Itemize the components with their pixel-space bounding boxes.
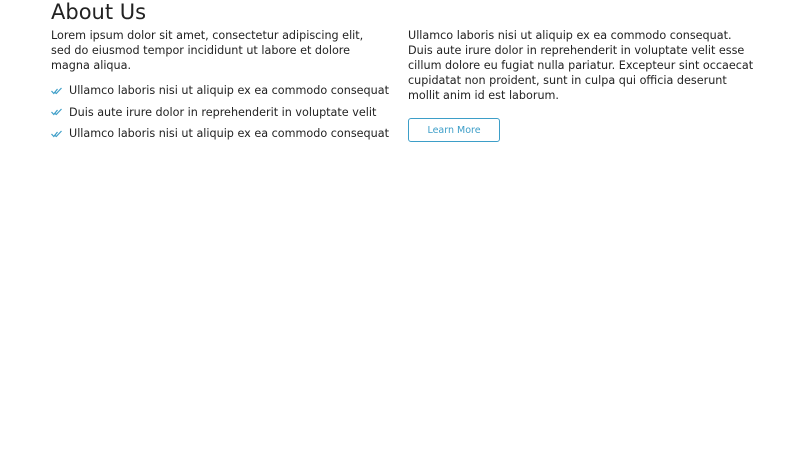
right-column (408, 28, 758, 136)
intro-paragraph: Lorem ipsum dolor sit amet, consectetur adipiscing elit, sed do eiusmod tempor incididunt ut labore et dolore magna aliqua. (51, 29, 364, 72)
checklist-item-text: Ullamco laboris nisi ut aliquip ex ea commodo consequat (69, 84, 389, 98)
checklist-item (51, 102, 381, 124)
checklist-item-text: Ullamco laboris nisi ut aliquip ex ea commodo consequat (69, 127, 389, 141)
learn-more-button[interactable]: Learn More (408, 118, 500, 142)
double-check-icon (51, 129, 63, 139)
checklist-item-text: Duis aute irure dolor in reprehenderit in voluptate velit (69, 105, 377, 119)
double-check-icon (51, 107, 63, 117)
section-title: About Us (51, 0, 147, 24)
left-column (51, 28, 389, 145)
feature-checklist (51, 80, 389, 145)
double-check-icon (51, 86, 63, 96)
description-paragraph: Ullamco laboris nisi ut aliquip ex ea commodo consequat. Duis aute irure dolor in reprehenderit in voluptate velit esse cillum dolore eu fugiat nulla pariatur. Excepteur sint occaecat cupidatat non proident, sunt in culpa qui officia deserunt mollit anim id est laborum. (408, 29, 754, 102)
checklist-item (51, 80, 389, 102)
checklist-item (51, 123, 389, 145)
